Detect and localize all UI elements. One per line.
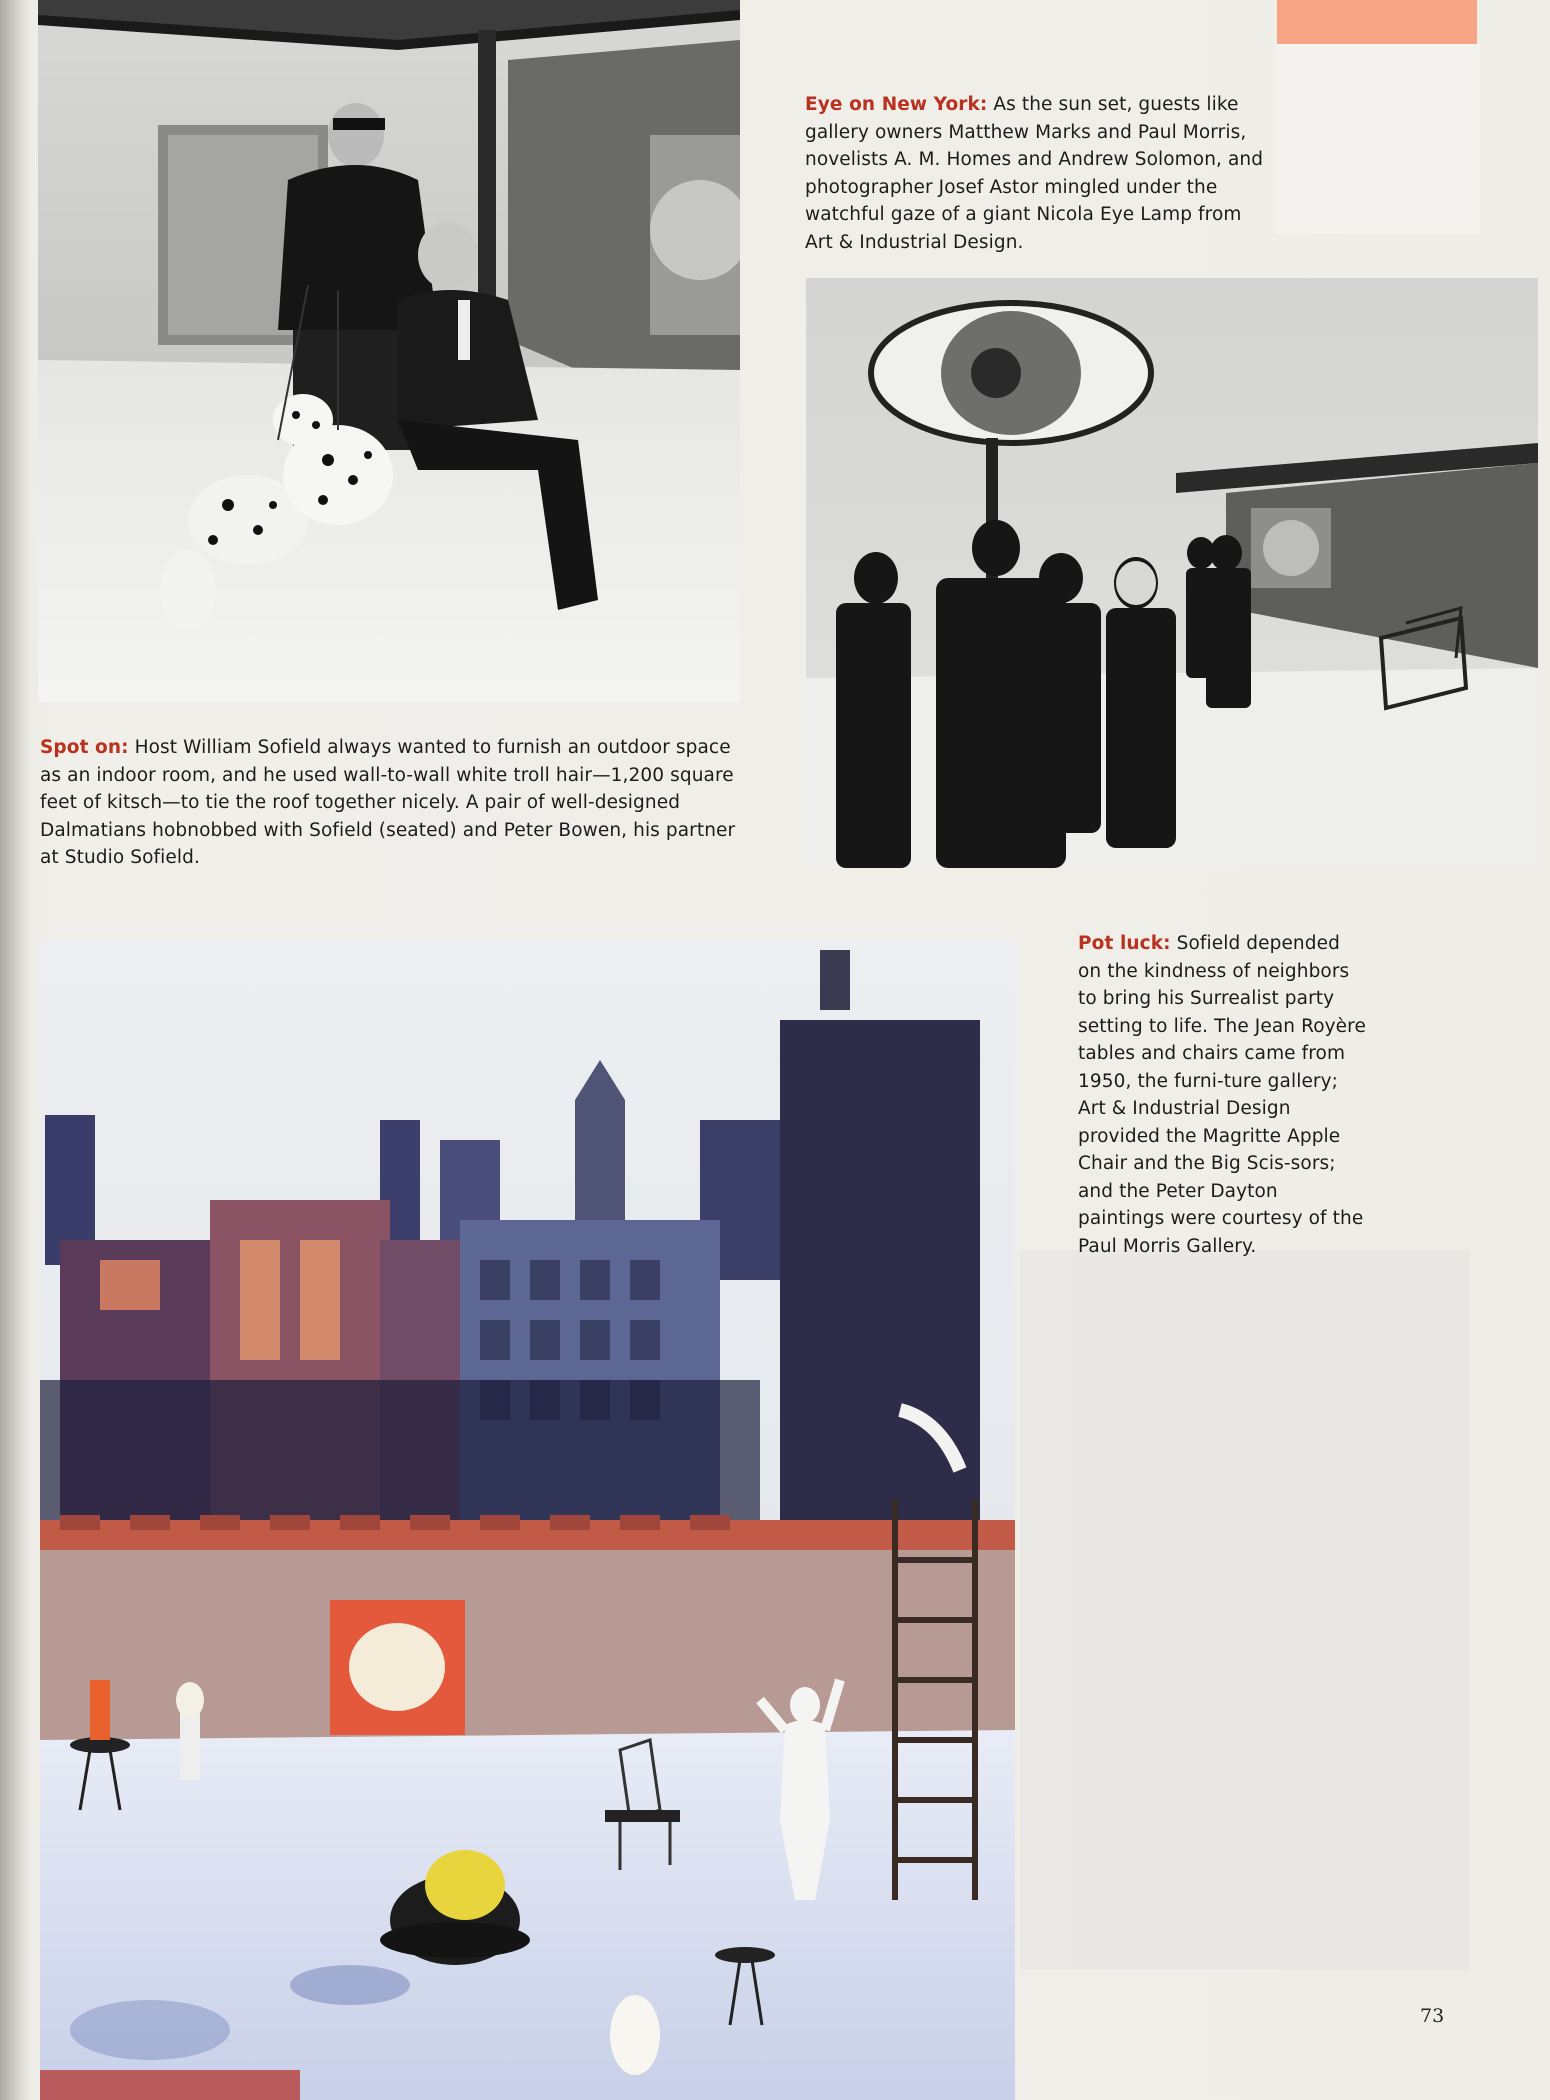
caption-body: As the sun set, guests like gallery owners Matthew Marks and Paul Morris, novelists A. M. Homes and Andrew Solomon, and photographer Josef Astor mingled under the watchful gaze of a giant Nicola Eye Lamp from Art & Industrial Design. <box>805 94 1264 253</box>
dalmatians-photo <box>38 0 740 702</box>
caption-lead: Pot luck: <box>1078 933 1171 954</box>
rooftop-photo-art <box>40 940 1015 2100</box>
caption-body: Host William Sofield always wanted to furnish an outdoor space as an indoor room, and he used wall-to-wall white troll hair—1,200 square feet of kitsch—to tie the roof together nicely. A pair of well-designed Dalmatians hobnobbed with Sofield (seated) and Peter Bowen, his partner at Studio Sofield. <box>40 737 736 868</box>
caption-pot-luck <box>1078 930 1368 1260</box>
caption-body: Sofield depended on the kindness of neighbors to bring his Surrealist party setting to life. The Jean Royère tables and chairs came from 1950, the furni-ture gallery; Art & Industrial Design provided the Magritte Apple Chair and the Big Scis-sors; and the Peter Dayton paintings were courtesy of the Paul Morris Gallery. <box>1078 933 1366 1257</box>
dalmatians-photo-art <box>38 0 740 702</box>
bleed-through-area <box>1020 1250 1470 1970</box>
sidebar-box <box>1275 44 1480 234</box>
eye-lamp-photo-art <box>806 278 1538 868</box>
page-number: 73 <box>1420 2005 1445 2027</box>
caption-lead: Spot on: <box>40 737 129 758</box>
eye-lamp-photo <box>806 278 1538 868</box>
gutter-shadow <box>0 0 30 2100</box>
caption-eye-on-new-york <box>805 91 1275 256</box>
rooftop-photo <box>40 940 1015 2100</box>
orange-tab <box>1277 0 1477 44</box>
caption-spot-on <box>40 734 740 872</box>
caption-lead: Eye on New York: <box>805 94 988 115</box>
